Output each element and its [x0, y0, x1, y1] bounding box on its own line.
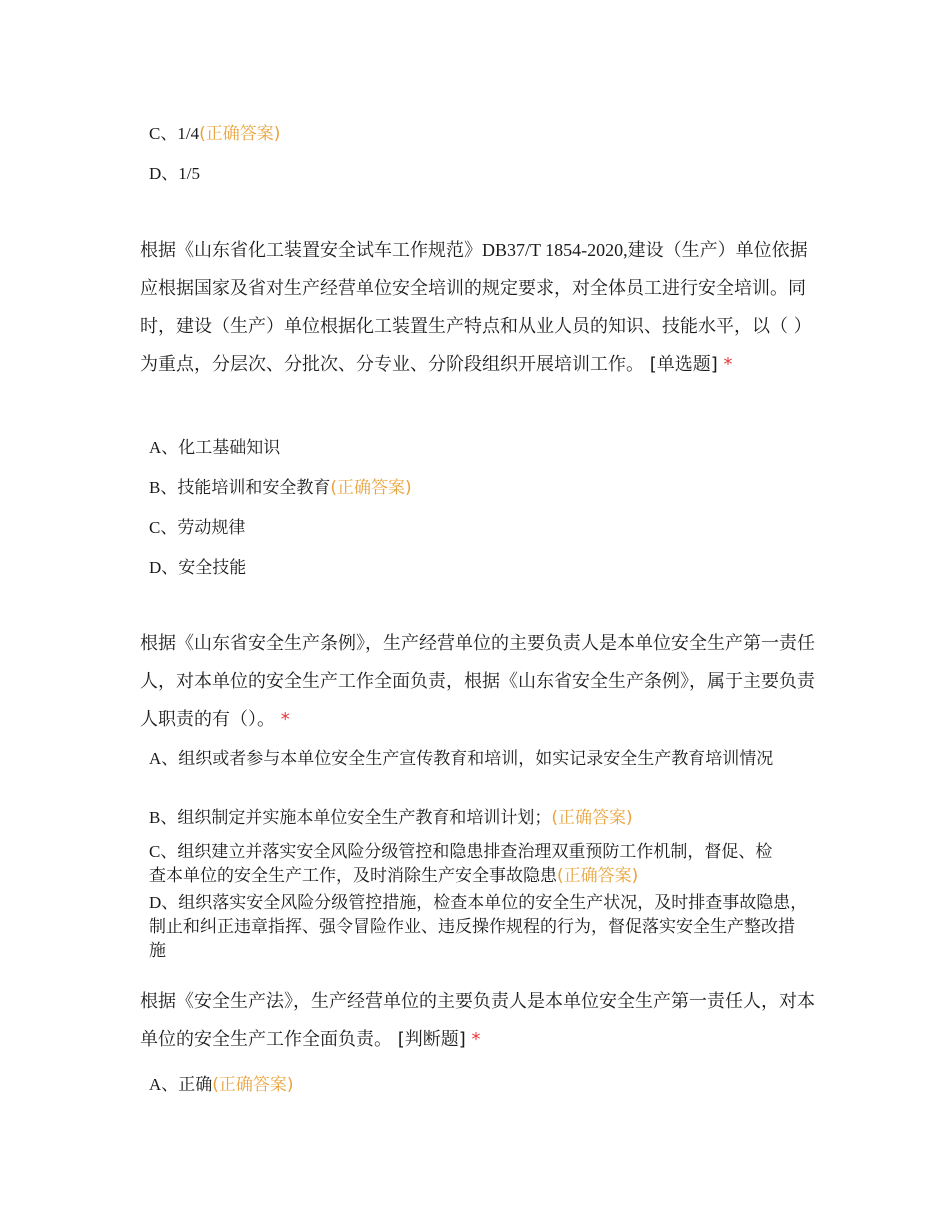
option-separator: 、: [160, 478, 178, 498]
option-letter: B: [149, 808, 161, 827]
question-type-label: [单选题]: [644, 354, 718, 375]
q3-option-b[interactable]: [149, 806, 809, 830]
q3-option-a[interactable]: [149, 747, 799, 771]
correct-answer-tag: (正确答案): [212, 1075, 294, 1095]
option-text: 安全技能: [178, 558, 247, 578]
q2-stem-part2: 建设（生产）单位依据应根据国家及省对生产经营单位安全培训的规定要求，对全体员工进行安全培训。同时，建设（生产）单位根据化工装置生产特点和从业人员的知识、技能水平，以（ ）为重点，分层次、分批次、分专业、分阶段组织开展培训工作。: [140, 240, 812, 375]
option-letter: D: [149, 893, 162, 912]
q2-standard-code: DB37/T 1854-2020,: [482, 240, 628, 260]
option-letter: A: [149, 1075, 162, 1094]
correct-answer-tag: (正确答案): [551, 808, 633, 828]
option-letter: D: [149, 164, 162, 183]
q3-option-d[interactable]: [149, 891, 809, 963]
option-letter: D: [149, 558, 162, 577]
option-text: 化工基础知识: [178, 438, 281, 458]
option-text: 1/4: [177, 124, 200, 143]
option-separator: 、: [161, 558, 179, 578]
option-letter: A: [149, 749, 162, 768]
q2-stem: [140, 231, 815, 384]
option-text: 1/5: [178, 164, 201, 183]
option-separator: 、: [160, 842, 178, 862]
q3-option-c[interactable]: [149, 840, 789, 888]
option-separator: 、: [160, 518, 178, 538]
q3-stem-text: 根据《山东省安全生产条例》，生产经营单位的主要负责人是本单位安全生产第一责任人，对本单位的安全生产工作全面负责，根据《山东省安全生产条例》，属于主要负责人职责的有（）。: [140, 633, 815, 730]
q2-option-c[interactable]: [149, 516, 809, 540]
option-text: 劳动规律: [177, 518, 246, 538]
required-marker: *: [465, 1029, 481, 1050]
option-letter: B: [149, 478, 161, 497]
option-text: 正确: [178, 1075, 213, 1095]
q1-option-d[interactable]: [149, 162, 809, 186]
option-text: 组织或者参与本单位安全生产宣传教育和培训，如实记录安全生产教育培训情况: [178, 749, 774, 769]
option-letter: C: [149, 124, 161, 143]
question-type-label: [判断题]: [392, 1029, 466, 1050]
option-separator: 、: [161, 164, 179, 184]
option-separator: 、: [161, 1075, 179, 1095]
option-letter: C: [149, 518, 161, 537]
q4-stem-text: 根据《安全生产法》，生产经营单位的主要负责人是本单位安全生产第一责任人，对本单位的安全生产工作全面负责。: [140, 991, 815, 1050]
option-text: 技能培训和安全教育: [177, 478, 331, 498]
option-separator: 、: [161, 893, 179, 913]
q2-stem-part1: 根据《山东省化工装置安全试车工作规范》: [140, 240, 482, 261]
option-text: 组织落实安全风险分级管控措施，检查本单位的安全生产状况，及时排查事故隐患，制止和纠正违章指挥、强令冒险作业、违反操作规程的行为，督促落实安全生产整改措施: [149, 893, 808, 961]
required-marker: *: [717, 354, 733, 375]
q3-stem: [140, 625, 815, 739]
correct-answer-tag: (正确答案): [557, 866, 639, 886]
option-text: 组织建立并落实安全风险分级管控和隐患排查治理双重预防工作机制，督促、检查本单位的安全生产工作，及时消除生产安全事故隐患: [149, 842, 773, 886]
q4-stem: [140, 983, 815, 1059]
q4-option-a[interactable]: [149, 1073, 809, 1097]
q2-option-d[interactable]: [149, 556, 809, 580]
option-separator: 、: [160, 808, 178, 828]
option-separator: 、: [161, 749, 179, 769]
q1-option-c[interactable]: [149, 122, 809, 146]
q2-option-a[interactable]: [149, 436, 809, 460]
option-separator: 、: [160, 124, 178, 144]
correct-answer-tag: (正确答案): [330, 478, 412, 498]
correct-answer-tag: (正确答案): [199, 124, 281, 144]
option-separator: 、: [161, 438, 179, 458]
option-letter: A: [149, 438, 162, 457]
option-text: 组织制定并实施本单位安全生产教育和培训计划；: [177, 808, 552, 828]
q2-option-b[interactable]: [149, 476, 809, 500]
required-marker: *: [275, 709, 290, 730]
option-letter: C: [149, 842, 161, 861]
